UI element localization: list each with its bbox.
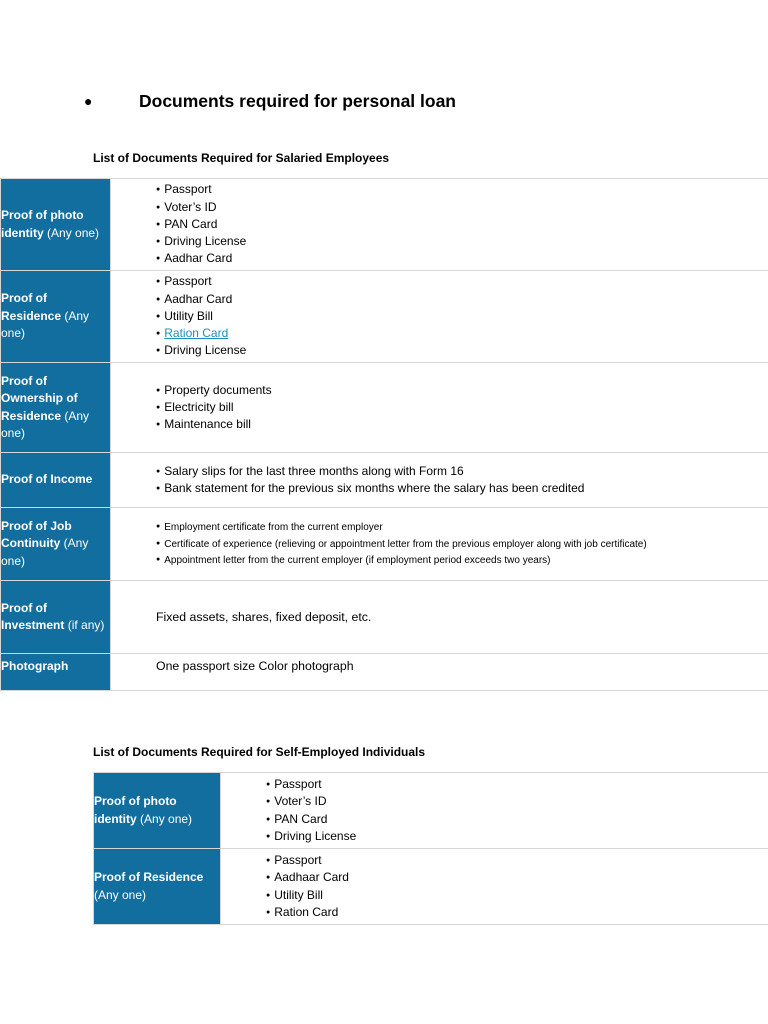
list-item: ● Utility Bill xyxy=(156,308,768,325)
list-item: ● Driving License xyxy=(156,342,768,359)
row-value xyxy=(221,773,768,849)
salaried-documents-table xyxy=(0,178,768,691)
list-item: ● Appointment letter from the current employer (if employment period exceeds two years) xyxy=(156,552,768,569)
row-label-qualifier: (Any one) xyxy=(1,408,90,440)
list-item: ● Driving License xyxy=(156,233,768,250)
document-list xyxy=(266,852,768,921)
list-item: ● PAN Card xyxy=(266,811,768,828)
row-label-qualifier: (Any one) xyxy=(140,811,193,826)
row-value xyxy=(111,179,768,271)
list-item xyxy=(156,325,768,342)
table-row xyxy=(1,179,768,271)
row-value xyxy=(221,849,768,925)
list-item: ● Bank statement for the previous six months where the salary has been credited xyxy=(156,480,768,497)
table-row xyxy=(1,363,768,453)
list-item: ● Voter’s ID xyxy=(156,199,768,216)
self-employed-documents-table xyxy=(93,772,768,925)
row-label-text: Proof of Ownership of Residence xyxy=(1,373,78,423)
row-label-text: Proof of photo identity xyxy=(94,794,177,826)
list-item: ● Certificate of experience (relieving or appointment letter from the previous employer along with job certificate) xyxy=(156,536,768,553)
row-value: One passport size Color photograph xyxy=(111,654,768,691)
ration-card-link[interactable]: Ration Card xyxy=(164,326,229,341)
list-item: ● Driving License xyxy=(266,828,768,845)
table-row xyxy=(1,508,768,581)
table-row xyxy=(94,773,768,849)
row-label xyxy=(1,453,111,508)
row-value xyxy=(111,453,768,508)
list-item: ● PAN Card xyxy=(156,216,768,233)
list-item: ● Voter’s ID xyxy=(266,793,768,810)
row-label xyxy=(1,271,111,363)
list-item: ● Property documents xyxy=(156,382,768,399)
row-label-text: Proof of Residence xyxy=(94,870,204,884)
row-label-text: Photograph xyxy=(1,659,69,673)
list-item: ● Passport xyxy=(156,181,768,198)
row-label-qualifier: (if any) xyxy=(67,618,105,632)
row-label-text: Proof of photo identity xyxy=(1,208,84,240)
list-item: ● Maintenance bill xyxy=(156,416,768,433)
list-item: ● Aadhaar Card xyxy=(266,869,768,886)
row-label-text: Proof of Investment xyxy=(1,600,65,632)
row-label xyxy=(1,179,111,271)
document-list xyxy=(156,463,768,498)
document-list xyxy=(156,382,768,434)
salaried-caption: List of Documents Required for Salaried Employees xyxy=(93,151,390,165)
table-row xyxy=(1,453,768,508)
row-label xyxy=(1,581,111,654)
row-label xyxy=(94,849,221,925)
row-label xyxy=(1,363,111,453)
document-list xyxy=(156,519,768,569)
row-value xyxy=(111,271,768,363)
document-list xyxy=(266,776,768,845)
row-value xyxy=(111,363,768,453)
row-value: Fixed assets, shares, fixed deposit, etc. xyxy=(111,581,768,654)
table-row xyxy=(94,849,768,925)
table-row xyxy=(1,654,768,691)
self-employed-caption: List of Documents Required for Self-Employed Individuals xyxy=(93,745,426,759)
row-label xyxy=(94,773,221,849)
list-item: ● Electricity bill xyxy=(156,399,768,416)
row-label-text: Proof of Income xyxy=(1,472,93,487)
row-label xyxy=(1,508,111,581)
row-label xyxy=(1,654,111,691)
document-list xyxy=(156,273,768,359)
row-label-qualifier: (Any one) xyxy=(1,536,89,568)
list-item: ● Aadhar Card xyxy=(156,291,768,308)
list-item: ● Employment certificate from the current employer xyxy=(156,519,768,536)
row-label-qualifier: (Any one) xyxy=(47,225,100,240)
table-row xyxy=(1,581,768,654)
table-row xyxy=(1,271,768,363)
document-list xyxy=(156,181,768,267)
list-item: ● Passport xyxy=(266,852,768,869)
page-title: Documents required for personal loan xyxy=(139,90,456,111)
row-label-text: Proof of Residence xyxy=(1,291,62,323)
heading-bullet: ● xyxy=(84,93,93,109)
page-heading xyxy=(84,88,456,114)
row-label-qualifier: (Any one) xyxy=(1,308,90,341)
list-item: ● Passport xyxy=(266,776,768,793)
list-item: ● Passport xyxy=(156,273,768,290)
row-label-qualifier: (Any one) xyxy=(94,887,147,902)
list-item: ● Ration Card xyxy=(266,904,768,921)
row-value xyxy=(111,508,768,581)
list-item: ● Utility Bill xyxy=(266,887,768,904)
list-item: ● Aadhar Card xyxy=(156,250,768,267)
row-label-text: Proof of Job Continuity xyxy=(1,518,72,551)
list-item: ● Salary slips for the last three months along with Form 16 xyxy=(156,463,768,480)
